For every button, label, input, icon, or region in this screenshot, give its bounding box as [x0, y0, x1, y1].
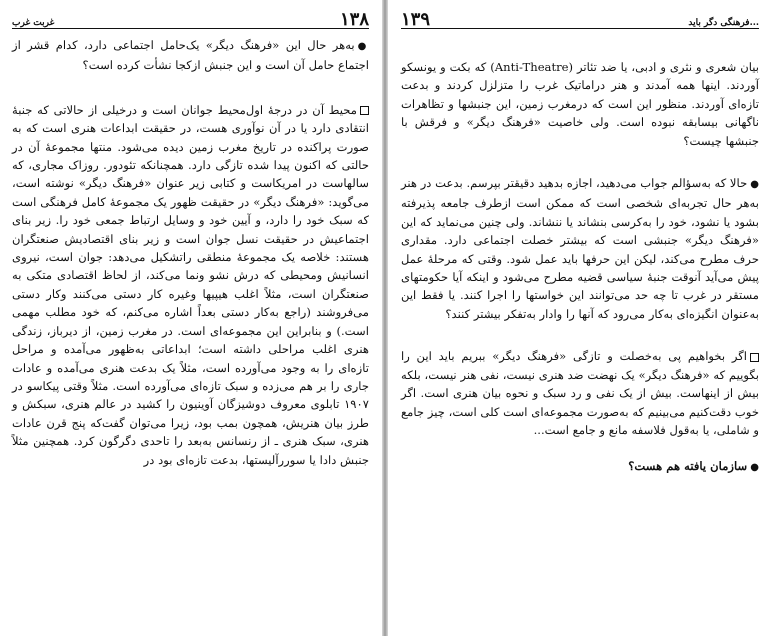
left-page-number: ۱۳۸: [339, 9, 369, 30]
left-page: [0, 0, 381, 636]
question-bullet-icon: ●: [750, 179, 759, 191]
paragraph-text: که بکت و یونسکو آوردند. اینها همه آمدند و هنر دراماتیک غرب را متزلزل کردند و بدعت تازه‌ای آوردند. منظور این است که درمغرب زمین، این جنبشها و تظاهرات ناگهانی بیسابقه نبوده است. ولی خاصیت «فرهنگ دیگر» و فرقش با جنبشها چیست؟: [401, 60, 759, 148]
left-page-header: [12, 10, 369, 29]
question-paragraph: [12, 36, 369, 75]
paragraph-text: محیط آن در درجهٔ اول‌محیط جوانان است و درخیلی از حالاتی که جنبهٔ انتقادی دارد یا در آن نوآوری هست، در حقیقت ابداعات هنری است که به صورت پراکنده در تاریخ مغرب زمین دیده می‌شود. منتها مجموعهٔ آن در حالتی که اکنون پیدا شده تازگی دارد. همچنانکه تئودور. روزاک مجاری، که سالهاست در امریکاست و کتابی زیر عنوان «فرهنگ دیگر» نوشته است، می‌گوید: «فرهنگ دیگر» در حقیقت ظهور یک مجموعهٔ کامل فرهنگی است که سبک خود را دارد، و آیین خود و وسایل ارتباط جمعی خود را. زیر بنای اجتماعیش در حقیقت نسل جوان است و زیر بنای اقتصادیش صنعتگران هستند: خلاصه یک مجموعهٔ منطقی راتشکیل می‌دهد: جوان است، نیروی انسانیش ومحیطی که درش نشو ونما می‌کند، از لحاظ اقتصادی متکی به صنعتگران است، مثلاً اغلب هیپیها وغیره کار دستی می‌کنند وکار دستی می‌فروشند (راجع به‌کار دستی بعداً اشاره می‌کنم، که خود مطلب مهمی است.) و بنابراین این مجموعه‌ای است. در مغرب زمین، از دیرباز، زندگی هنری اغلب مراحلی داشته است؛ ابداعاتی به‌ظهور می‌آمده و مراحل تازه‌ای را به وجود می‌آورده است، مثلاً یک بدعت هنری می‌آمده و عادات جاری را بر هم می‌زده و سبک تازه‌ای می‌آورده است. مثلاً وقتی پیکاسو در ۱۹۰۷ تابلوی معروف دوشیزگان آوینیون را کشید در عالم هنری، سبکش و طرز بیان هنریش، همچون بمب بود، زیرا می‌توان گفت‌که پنج قرن عادات هنری، سبک هنری ـ از رنسانس به‌بعد را تاحدی دگرگون کرد. همچنین مثلاً جنبش دادا یا سوررآلیستها، بدعت تازه‌ای بود در: [12, 102, 369, 467]
right-page-body: [401, 58, 759, 478]
left-running-title: غربت غرب: [12, 18, 55, 28]
question-bullet-icon: ●: [750, 462, 759, 474]
paragraph-text: سازمان یافته هم هست؟: [628, 459, 748, 474]
latin-term: (Anti-Theatre): [490, 60, 574, 74]
answer-box-icon: [750, 353, 759, 362]
paragraph-text: به‌هر حال این «فرهنگ دیگر» یک‌حامل اجتماعی دارد، کدام قشر از اجتماع حامل آن است و این جنبش ازکجا نشأت کرده است؟: [12, 38, 369, 73]
paragraph-text: حالا که به‌سؤالم جواب می‌دهید، اجازه بدهید دقیقتر بپرسم. بدعت در هنر به‌هر حال تجربه‌ای شخصی است که ممکن است ازطرف جامعه پذیرفته بشود یا نشود، خود را به‌کرسی بنشاند یا ننشاند. ولی چنین می‌نماید که این «فرهنگ دیگر» جنبشی است که بیشتر خصلت اجتماعی دارد. مقداری حرف مطرح می‌کند، لیکن این حرفها باید عمل شود. وقتی که مرحلهٔ عمل پیش می‌آید آنوقت جنبهٔ سیاسی قضیه مطرح می‌شود و اینکه آیا حکومتهای مستقر در غرب تا چه حد می‌توانند این خواستها را اجرا کنند. یا فقط این به‌عنوان انگیزه‌ای به‌کار می‌رود که آنها را وادار به‌تفکر بیشتر کنند؟: [401, 176, 759, 321]
paragraph-text: اگر بخواهیم پی به‌خصلت و تازگی «فرهنگ دیگر» ببریم باید این را بگوییم که «فرهنگ دیگر» یک نهضت ضد هنری نیست، نفی هنر نیست، بلکه بیش از اینهاست. بیش از یک نفی و رد سبک و نحوه بیان هنری است. اگر خوب دقت‌کنیم می‌بینیم که به‌صورت مجموعه‌ای است کلی است، چیز جامع و شاملی، یا به‌قول فلاسفه مانع و جامع است...: [401, 349, 759, 437]
right-page-number: ۱۳۹: [401, 9, 431, 30]
right-running-title: فرهنگی دگر باید...: [688, 18, 759, 28]
question-bullet-icon: ●: [357, 41, 369, 52]
right-page: [389, 0, 771, 636]
right-page-header: [401, 10, 759, 29]
answer-paragraph: [12, 101, 369, 469]
question-paragraph: [401, 457, 759, 477]
continued-paragraph: [401, 58, 759, 150]
answer-paragraph: [401, 347, 759, 439]
answer-box-icon: [360, 106, 369, 115]
paragraph-text: بیان شعری و نثری و ادبی، یا ضد تئاتر: [573, 60, 759, 74]
left-page-body: [12, 36, 369, 469]
book-gutter: [382, 0, 388, 636]
question-paragraph: [401, 174, 759, 323]
